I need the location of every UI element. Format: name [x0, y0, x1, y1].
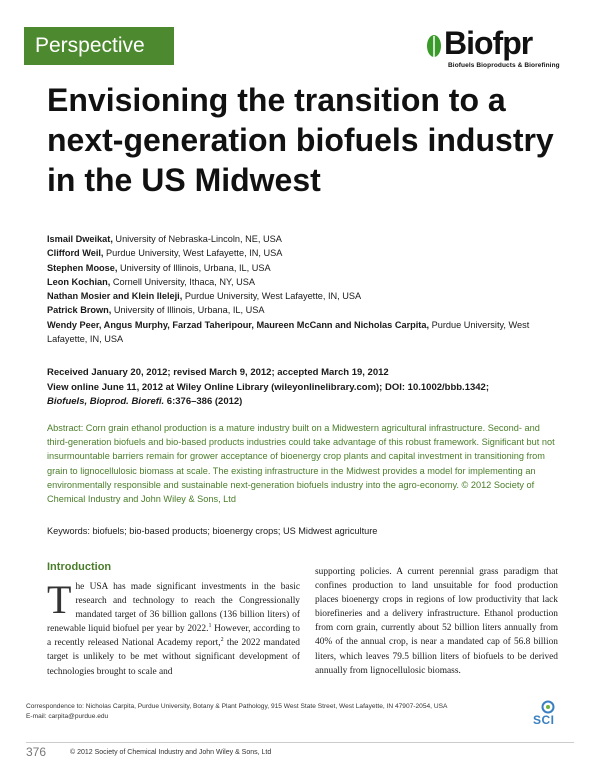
reference-link[interactable]: 2: [220, 637, 224, 644]
author-names: Leon Kochian,: [47, 276, 111, 287]
author-names: Ismail Dweikat,: [47, 234, 113, 244]
correspondence: [26, 702, 546, 722]
author-affiliation: Purdue University, West Lafayette, IN, USA: [47, 319, 530, 345]
body-text: the 2022 mandated target is unlikely to be met without significant development of technologies brought to scale and: [47, 638, 300, 677]
author-affiliation: University of Illinois, Urbana, IL, USA: [117, 262, 271, 273]
dates-received: Received January 20, 2012; revised March 9, 2012; accepted March 19, 2012: [47, 367, 389, 378]
author-list: [47, 232, 567, 346]
dates-online-doi: View online June 11, 2012 at Wiley Online Library (wileyonlinelibrary.com); DOI: 10.1002/bbb.1342;: [47, 381, 489, 393]
author-affiliation: University of Nebraska-Lincoln, NE, USA: [112, 234, 282, 244]
abstract: Abstract: Corn grain ethanol production is a mature industry built on a Midwestern agricultural infrastructure. Second- and third-generation biofuels and bio-based products industries could take advantage of this robust framework. Significant but not insurmountable barriers remain for grower acceptance of bioenergy crop plants and capital investment in transitioning from grain to lignocellulosic biomass at scale. The existing infrastructure in the Midwest provides a model for implementing an environmentally responsible and sustainable next-generation biofuels industry into the agro-economy. © 2012 Society of Chemical Industry and John Wiley & Sons, Ltd: [47, 423, 555, 505]
author-names: Wendy Peer, Angus Murphy, Farzad Taheripour, Maureen McCann and Nicholas Carpita,: [47, 319, 430, 330]
leaf-icon: [426, 32, 442, 58]
footer-divider: [26, 742, 574, 743]
author-line: [47, 289, 567, 303]
body-column-2: supporting policies. A current perennial grass paradigm that confines production to land unsuitable for food production places bioenergy crops in regions of low productivity that lack biorefineries and a delivery infrastructure. Ethanol production from corn grain, currently about 52 billion liters annually from 40% of the annual crop, is near a mandated cap of 56.8 billion liters, which leaves 79.5 billion liters of biofuels to be derived annually from lignocellulosic biomass.: [315, 567, 558, 676]
author-names: Nathan Mosier and Klein Ileleji,: [47, 291, 183, 302]
author-affiliation: Cornell University, Ithaca, NY, USA: [110, 276, 255, 287]
sci-logo-text: SCI: [533, 713, 555, 727]
article-title: Envisioning the transition to a next-generation biofuels industry in the US Midwest: [47, 82, 554, 198]
body-text: However, according to a recently released National Academy report,: [47, 624, 300, 649]
body-text: he USA has made significant investments in the basic research and technology to reach the Congressionally mandated target of 36 billion gallons (136 billion liters) of renewable liquid biofuel per year by 2022.: [47, 582, 300, 635]
journal-logo-subtitle: Biofuels Bioproducts & Biorefining: [448, 62, 560, 69]
footer-copyright: © 2012 Society of Chemical Industry and John Wiley & Sons, Ltd: [70, 749, 272, 756]
page-number: 376: [26, 745, 47, 759]
section-heading: Introduction: [47, 561, 112, 573]
author-affiliation: University of Illinois, Urbana, IL, USA: [111, 305, 265, 316]
author-names: Stephen Moose,: [47, 262, 118, 273]
author-line: [47, 246, 567, 260]
author-line: [47, 318, 567, 347]
author-names: Clifford Weil,: [47, 248, 104, 259]
author-names: Patrick Brown,: [47, 305, 112, 316]
author-line: [47, 275, 567, 289]
body-column-1: [47, 577, 300, 679]
author-affiliation: Purdue University, West Lafayette, IN, USA: [103, 248, 283, 259]
journal-logo-text: Biofpr: [444, 25, 533, 61]
citation-volume: 6:376–386 (2012): [164, 396, 243, 407]
correspondence-email: E-mail: carpita@purdue.edu: [26, 713, 109, 720]
author-line: [47, 303, 567, 317]
reference-link[interactable]: 1: [208, 623, 212, 630]
correspondence-address: Correspondence to: Nicholas Carpita, Purdue University, Botany & Plant Pathology, 915 West State Street, West Lafayette, IN 47907-2054, USA: [26, 703, 448, 710]
author-affiliation: Purdue University, West Lafayette, IN, USA: [182, 291, 362, 302]
article-dates: [47, 366, 567, 410]
keywords: Keywords: biofuels; bio-based products; bioenergy crops; US Midwest agriculture: [47, 526, 378, 536]
sci-logo: [533, 700, 573, 730]
section-label: Perspective: [24, 27, 174, 65]
journal-logo: [426, 22, 586, 74]
sci-emblem-icon: [540, 700, 556, 714]
author-line: [47, 261, 567, 275]
drop-cap: T: [47, 577, 72, 622]
citation: [47, 395, 567, 410]
citation-journal: Biofuels, Bioprod. Biorefi.: [47, 396, 165, 407]
author-line: [47, 232, 567, 246]
